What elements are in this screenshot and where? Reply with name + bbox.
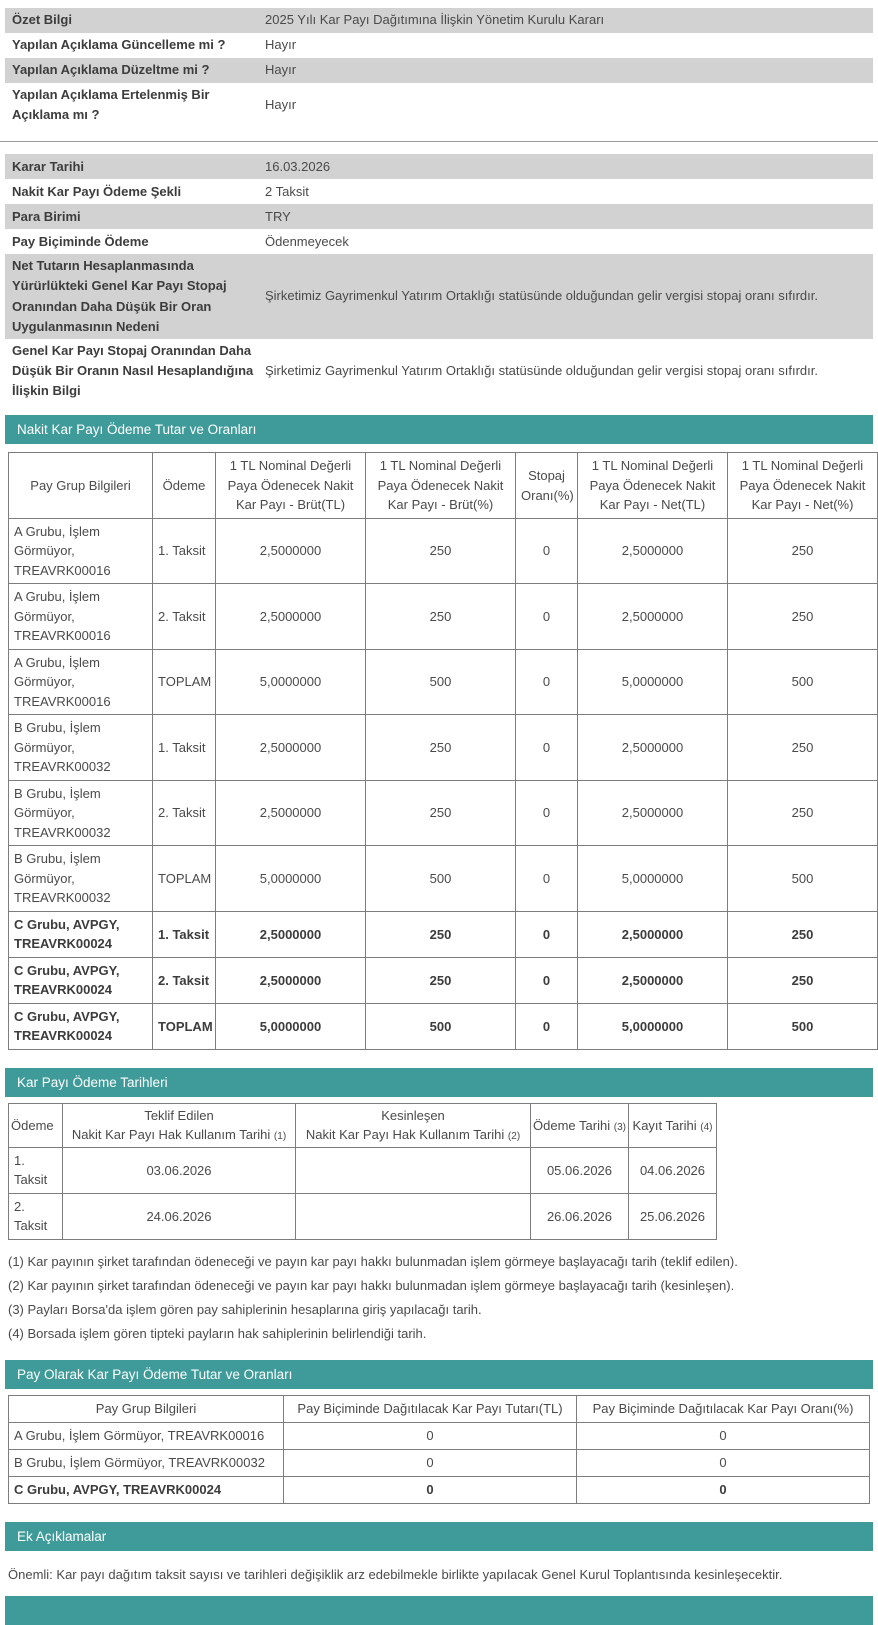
- header-line1: Kesinleşen: [381, 1107, 445, 1123]
- net-tl-cell: 5,0000000: [578, 649, 728, 715]
- net-tl-cell: 2,5000000: [578, 911, 728, 957]
- group-cell: C Grubu, AVPGY, TREAVRK00024: [9, 911, 153, 957]
- teklif-date-cell: 24.06.2026: [63, 1193, 296, 1239]
- column-header: Pay Biçiminde Dağıtılacak Kar Payı Tutarı(TL): [284, 1395, 577, 1422]
- group-cell: B Grubu, İşlem Görmüyor, TREAVRK00032: [9, 1449, 284, 1476]
- table-row: [9, 1449, 870, 1476]
- net-pct-cell: 250: [728, 584, 878, 650]
- table-row: [9, 846, 878, 912]
- column-header: Ödeme: [153, 453, 216, 519]
- group-cell: B Grubu, İşlem Görmüyor, TREAVRK00032: [9, 715, 153, 781]
- odeme-cell: 1. Taksit: [153, 911, 216, 957]
- record-date-cell: 04.06.2026: [629, 1147, 717, 1193]
- kesin-date-cell: [296, 1147, 531, 1193]
- kv-label: Yapılan Açıklama Ertelenmiş Bir Açıklama mı ?: [12, 87, 210, 123]
- odeme-cell: 2. Taksit: [153, 584, 216, 650]
- stopaj-cell: 0: [516, 957, 578, 1003]
- kv-row: [5, 339, 873, 403]
- net-pct-cell: 500: [728, 1003, 878, 1049]
- group-cell: B Grubu, İşlem Görmüyor, TREAVRK00032: [9, 780, 153, 846]
- group-cell: B Grubu, İşlem Görmüyor, TREAVRK00032: [9, 846, 153, 912]
- column-header: Ödeme: [9, 1103, 63, 1147]
- table-row: [9, 1476, 870, 1503]
- kv-label: Genel Kar Payı Stopaj Oranından Daha Düşük Bir Oranın Nasıl Hesaplandığına İlişkin Bilgi: [12, 342, 254, 399]
- kv-label: Para Birimi: [12, 208, 81, 224]
- table-row: [9, 649, 878, 715]
- group-cell: A Grubu, İşlem Görmüyor, TREAVRK00016: [9, 518, 153, 584]
- odeme-cell: TOPLAM: [153, 846, 216, 912]
- brut-pct-cell: 250: [366, 957, 516, 1003]
- kv-value: Ödenmeyecek: [265, 233, 349, 249]
- table-header-row: [9, 1103, 717, 1147]
- header-text: Nakit Kar Payı Hak Kullanım Tarihi: [71, 1127, 271, 1143]
- column-header: Pay Biçiminde Dağıtılacak Kar Payı Oranı(%): [577, 1395, 870, 1422]
- kv-value: 2 Taksit: [265, 183, 309, 199]
- header-text: Ödeme Tarihi: [533, 1117, 611, 1133]
- kv-row: [5, 58, 873, 83]
- stopaj-cell: 0: [516, 715, 578, 781]
- footnote-ref: (2): [507, 1131, 521, 1143]
- header-line1: Teklif Edilen: [144, 1107, 214, 1123]
- important-note: Önemli: Kar payı dağıtım taksit sayısı ve tarihleri değişiklik arz edebilmekle birlikte yapılacak Genel Kurul Toplantısında kesinleşecektir.: [8, 1566, 783, 1582]
- odeme-cell: 2. Taksit: [153, 957, 216, 1003]
- table-row: [9, 1193, 717, 1239]
- brut-tl-cell: 5,0000000: [216, 649, 366, 715]
- net-pct-cell: 250: [728, 518, 878, 584]
- kv-value: Şirketimiz Gayrimenkul Yatırım Ortaklığı statüsünde olduğundan gelir vergisi stopaj oranı sıfırdır.: [265, 288, 818, 304]
- group-cell: C Grubu, AVPGY, TREAVRK00024: [9, 1476, 284, 1503]
- tutar-cell: 0: [284, 1422, 577, 1449]
- section-header-cutoff: [5, 1596, 873, 1625]
- section-header-payment-dates: [5, 1068, 873, 1097]
- footnote-ref: (3): [613, 1121, 626, 1133]
- header-line2: [298, 1125, 528, 1145]
- brut-tl-cell: 2,5000000: [216, 518, 366, 584]
- brut-pct-cell: 250: [366, 518, 516, 584]
- column-header: Pay Grup Bilgileri: [9, 1395, 284, 1422]
- table-row: [9, 518, 878, 584]
- column-header: [63, 1103, 296, 1147]
- column-header: [629, 1103, 717, 1147]
- footnote-line: (1) Kar payının şirket tarafından ödeneceği ve payın kar payı hakkı bulunmadan işlem görmeye başlayacağı tarih (teklif edilen).: [8, 1253, 738, 1269]
- net-pct-cell: 500: [728, 649, 878, 715]
- column-header: 1 TL Nominal Değerli Paya Ödenecek Nakit Kar Payı - Brüt(TL): [216, 453, 366, 519]
- kv-value: 2025 Yılı Kar Payı Dağıtımına İlişkin Yönetim Kurulu Kararı: [265, 12, 605, 28]
- oran-cell: 0: [577, 1449, 870, 1476]
- net-pct-cell: 250: [728, 957, 878, 1003]
- kv-label: Yapılan Açıklama Düzeltme mi ?: [12, 62, 210, 78]
- section-title: Ek Açıklamalar: [17, 1528, 107, 1544]
- brut-pct-cell: 250: [366, 584, 516, 650]
- kv-row: [5, 204, 873, 229]
- tutar-cell: 0: [284, 1476, 577, 1503]
- section-title: Nakit Kar Payı Ödeme Tutar ve Oranları: [17, 422, 257, 438]
- brut-pct-cell: 500: [366, 1003, 516, 1049]
- footnotes-block: [8, 1250, 870, 1346]
- brut-pct-cell: 250: [366, 715, 516, 781]
- oran-cell: 0: [577, 1422, 870, 1449]
- kv-value: Hayır: [265, 62, 297, 78]
- table-row: [9, 1003, 878, 1049]
- brut-tl-cell: 2,5000000: [216, 715, 366, 781]
- net-pct-cell: 250: [728, 911, 878, 957]
- kv-row: [5, 254, 873, 339]
- kv-value: Şirketimiz Gayrimenkul Yatırım Ortaklığı statüsünde olduğundan gelir vergisi stopaj oranı sıfırdır.: [265, 362, 818, 378]
- table-row: [9, 1147, 717, 1193]
- kv-label: Nakit Kar Payı Ödeme Şekli: [12, 183, 182, 199]
- net-tl-cell: 2,5000000: [578, 518, 728, 584]
- stopaj-cell: 0: [516, 846, 578, 912]
- brut-pct-cell: 250: [366, 911, 516, 957]
- odeme-cell: 1. Taksit: [9, 1147, 63, 1193]
- brut-tl-cell: 2,5000000: [216, 957, 366, 1003]
- kv-label: Karar Tarihi: [12, 158, 85, 174]
- brut-pct-cell: 250: [366, 780, 516, 846]
- section-title: Kar Payı Ödeme Tarihleri: [17, 1074, 168, 1090]
- column-header: [531, 1103, 629, 1147]
- stopaj-cell: 0: [516, 649, 578, 715]
- stopaj-cell: 0: [516, 780, 578, 846]
- net-tl-cell: 2,5000000: [578, 584, 728, 650]
- brut-pct-cell: 500: [366, 846, 516, 912]
- table-header-row: [9, 1395, 870, 1422]
- section-header-stock-dividend: [5, 1360, 873, 1389]
- footnote-ref: (1): [273, 1131, 287, 1143]
- header-text: Nakit Kar Payı Hak Kullanım Tarihi: [305, 1127, 505, 1143]
- group-cell: C Grubu, AVPGY, TREAVRK00024: [9, 957, 153, 1003]
- brut-tl-cell: 2,5000000: [216, 780, 366, 846]
- net-pct-cell: 500: [728, 846, 878, 912]
- table-row: [9, 584, 878, 650]
- odeme-cell: TOPLAM: [153, 1003, 216, 1049]
- brut-tl-cell: 5,0000000: [216, 1003, 366, 1049]
- header-line2: [65, 1125, 293, 1145]
- group-cell: A Grubu, İşlem Görmüyor, TREAVRK00016: [9, 584, 153, 650]
- kv-row: [5, 8, 873, 33]
- payment-dates-table: [8, 1103, 717, 1240]
- table-row: [9, 957, 878, 1003]
- odeme-cell: 1. Taksit: [153, 518, 216, 584]
- footnote-line: (4) Borsada işlem gören tipteki payların hak sahiplerinin belirlendiği tarih.: [8, 1325, 427, 1341]
- header-text: Kayıt Tarihi: [632, 1117, 697, 1133]
- kv-row: [5, 229, 873, 254]
- kv-label: Yapılan Açıklama Güncelleme mi ?: [12, 37, 226, 53]
- group-cell: C Grubu, AVPGY, TREAVRK00024: [9, 1003, 153, 1049]
- kesin-date-cell: [296, 1193, 531, 1239]
- group-cell: A Grubu, İşlem Görmüyor, TREAVRK00016: [9, 649, 153, 715]
- odeme-cell: 2. Taksit: [9, 1193, 63, 1239]
- net-pct-cell: 250: [728, 780, 878, 846]
- kv-row: [5, 179, 873, 204]
- brut-tl-cell: 2,5000000: [216, 911, 366, 957]
- group-cell: A Grubu, İşlem Görmüyor, TREAVRK00016: [9, 1422, 284, 1449]
- cash-dividend-table: [8, 452, 878, 1050]
- oran-cell: 0: [577, 1476, 870, 1503]
- kv-label: Net Tutarın Hesaplanmasında Yürürlükteki Genel Kar Payı Stopaj Oranından Daha Düşük Bir Oran Uygulanmasının Nedeni: [12, 258, 227, 334]
- odeme-cell: 1. Taksit: [153, 715, 216, 781]
- teklif-date-cell: 03.06.2026: [63, 1147, 296, 1193]
- footnote-line: (2) Kar payının şirket tarafından ödeneceği ve payın kar payı hakkı bulunmadan işlem görmeye başlayacağı tarih (kesinleşen).: [8, 1277, 735, 1293]
- footnote-line: (3) Payları Borsa'da işlem gören pay sahiplerinin hesaplarına giriş yapılacağı tarih.: [8, 1301, 482, 1317]
- stock-dividend-table: [8, 1395, 870, 1504]
- stopaj-cell: 0: [516, 911, 578, 957]
- odeme-cell: TOPLAM: [153, 649, 216, 715]
- summary-info-block: [5, 8, 873, 127]
- kv-row: [5, 33, 873, 58]
- odeme-cell: 2. Taksit: [153, 780, 216, 846]
- net-pct-cell: 250: [728, 715, 878, 781]
- section-header-cash-dividend: [5, 415, 873, 444]
- kv-label: Pay Biçiminde Ödeme: [12, 233, 149, 249]
- kv-row: [5, 154, 873, 179]
- net-tl-cell: 2,5000000: [578, 957, 728, 1003]
- section-divider: [0, 141, 878, 142]
- footnote-ref: (4): [700, 1121, 713, 1133]
- brut-pct-cell: 500: [366, 649, 516, 715]
- net-tl-cell: 5,0000000: [578, 846, 728, 912]
- column-header: [296, 1103, 531, 1147]
- kv-value: Hayır: [265, 37, 297, 53]
- stopaj-cell: 0: [516, 518, 578, 584]
- payment-date-cell: 26.06.2026: [531, 1193, 629, 1239]
- net-tl-cell: 5,0000000: [578, 1003, 728, 1049]
- table-row: [9, 911, 878, 957]
- table-row: [9, 780, 878, 846]
- column-header: 1 TL Nominal Değerli Paya Ödenecek Nakit Kar Payı - Net(TL): [578, 453, 728, 519]
- kv-label: Özet Bilgi: [12, 12, 72, 28]
- tutar-cell: 0: [284, 1449, 577, 1476]
- stopaj-cell: 0: [516, 1003, 578, 1049]
- table-row: [9, 1422, 870, 1449]
- section-title: Pay Olarak Kar Payı Ödeme Tutar ve Oranları: [17, 1366, 293, 1382]
- column-header: 1 TL Nominal Değerli Paya Ödenecek Nakit Kar Payı - Net(%): [728, 453, 878, 519]
- net-tl-cell: 2,5000000: [578, 715, 728, 781]
- stopaj-cell: 0: [516, 584, 578, 650]
- section-header-additional-explanations: [5, 1522, 873, 1551]
- payment-date-cell: 05.06.2026: [531, 1147, 629, 1193]
- column-header: Pay Grup Bilgileri: [9, 453, 153, 519]
- table-header-row: [9, 453, 878, 519]
- net-tl-cell: 2,5000000: [578, 780, 728, 846]
- brut-tl-cell: 2,5000000: [216, 584, 366, 650]
- table-row: [9, 715, 878, 781]
- kv-value: TRY: [265, 208, 291, 224]
- decision-detail-block: [5, 154, 873, 403]
- kv-value: 16.03.2026: [265, 158, 331, 174]
- column-header: 1 TL Nominal Değerli Paya Ödenecek Nakit Kar Payı - Brüt(%): [366, 453, 516, 519]
- brut-tl-cell: 5,0000000: [216, 846, 366, 912]
- column-header: Stopaj Oranı(%): [516, 453, 578, 519]
- record-date-cell: 25.06.2026: [629, 1193, 717, 1239]
- kv-value: Hayır: [265, 97, 297, 113]
- kv-row: [5, 83, 873, 127]
